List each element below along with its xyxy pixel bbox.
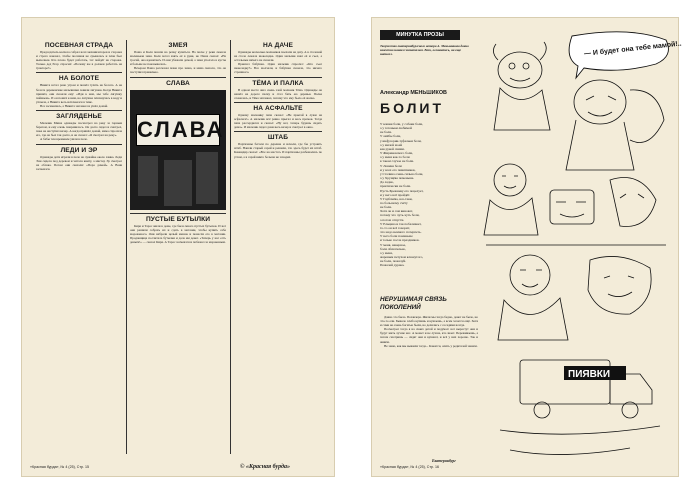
slava-illustration — [130, 90, 226, 210]
section-heading: ТЁМА И ПАЛКА — [252, 79, 304, 87]
slava-illustration-word: СЛАВА — [136, 114, 220, 146]
poem-line: а у Хрущёва поменьше. — [380, 176, 415, 181]
poem-line: а у милой моей — [380, 142, 403, 147]
section-text: Паша и Коля пошли на речку купаться. На песке у реки лежала маленькая змея. Коля хотел взять её в руки, но Паша сказал: «Не трогай, она ядовитая!» И они убежали домой, а змея уползла в кусты и больше не показывалась. — [130, 50, 226, 67]
section-heading: ШТАБ — [267, 134, 289, 142]
poem-line: У него боли поменьше — [380, 234, 413, 239]
column-rule — [230, 40, 231, 454]
section-divider — [36, 144, 122, 145]
section-heading: НА АСФАЛЬТЕ — [253, 104, 303, 112]
section-text: Приехал бабушка. Один мальчик спросил: «Кто съел шоколадку?» Все молчали, и бабушка сказала, что ничего страшного. — [234, 62, 322, 75]
section-text: Все засмеялись, а Никита заплакал и ушёл домой. — [40, 103, 108, 108]
poem-line: У амёбы боли, — [380, 134, 401, 139]
prose-paragraph: Посмотрел тогда я на своих детей и подумал: вот вырастут они и будут жить лучше нас. А может и не лучше, кто знает. Переживаешь, а потом смотришь — сидят они и кушают, и всё у них хорошо. Так и живём. — [380, 327, 478, 344]
poem-line: практически не боли. — [380, 184, 411, 189]
poem-line: то-то он всё говорит, — [380, 225, 410, 230]
poem-line: Пожалей дурака. — [380, 263, 405, 268]
poem-line: У Ельцина и так побаливает, — [380, 221, 422, 226]
section-heading: НА ДАЧЕ — [262, 42, 294, 49]
prose-body — [380, 315, 478, 348]
poem-line: а потом отпусти. — [380, 217, 405, 222]
rubric-label: МИНУТКА ПРОЗЫ — [380, 30, 460, 40]
poem-line: в таком случае не боли. — [380, 159, 414, 164]
section-text: В одном месте жил очень злой мальчик Тёма. Однажды он нашёл на дороге палку и стал бить ею деревья. Палка сломалась, и Тёма заплакал, потому что ему было её жалко. — [234, 87, 322, 100]
section-heading: СЛАВА — [166, 79, 190, 87]
poem-line: У Ленина боли — [380, 163, 402, 168]
left-column-1 — [36, 40, 122, 454]
section-text: Одному мальчику папа сказал: «Не прыгай в лужи на асфальте!» А мальчик всё равно прыгал и весь промок. Тогда папа рассердился и сказал: «Ну вот, теперь будешь сидеть дома». И мальчик сидел дома весь вечер и смотрел в окно. — [234, 112, 322, 130]
section-heading: ЛЕДИ И ЭР — [60, 146, 98, 154]
poem-line: У меня, наверное, — [380, 242, 406, 247]
poem-line: У кошки боли, у собаки боли, — [380, 122, 423, 126]
editor-note: Творчество екатеринбургского автора А. Меньшикова давно известно нашим читателям. Вот, оглянитесь, он еще написал. — [380, 44, 469, 57]
section-heading: ЗАГЛЯДЕНЬЕ — [56, 113, 102, 121]
cartoon-sign-text: ПИЯВКИ — [568, 369, 611, 380]
poem-line: Хотя он и сам виноват, — [380, 209, 413, 214]
section-divider — [36, 110, 122, 111]
section-heading: НА БОЛОТЕ — [58, 75, 100, 83]
column-rule — [126, 40, 127, 454]
signature: Екатеринбург — [432, 459, 456, 463]
poem-body — [380, 122, 476, 267]
cartoon-speech-text: — И будет она тебе мамой!.. — [583, 40, 682, 58]
poem-line: и у него всё пройдёт. — [380, 192, 411, 197]
brand-copyright: © «Красная бурда» — [240, 464, 291, 470]
section-text: Председатель колхоза собрал всех механизаторов и сторожа и строго наказал, чтобы посевная не срывалась и план был выполнен. Кто плохо будет работать, тот пойдёт на сторожа. Только дед Егор спросил: «Почему же я должен работать на тракторе?» — [36, 50, 122, 71]
illustration-figure — [164, 160, 192, 206]
section-text: Однажды несколько мальчиков поехали на дачу. А в столовой на столе лежала шоколадка. Один мальчик взял её и съел, а остальные ничего не сказали. — [234, 50, 322, 63]
section-divider — [234, 131, 322, 132]
poem-line: У Горбачёва, все-таки, — [380, 196, 413, 201]
poem-line: У Жириновского боли, — [380, 151, 413, 156]
left-page-footer: «Красная бурда», № 4 (25), Стр. 15 — [30, 465, 90, 469]
poem-line: Пусть Брежневу его поцелует, — [380, 188, 424, 193]
prose-title: НЕРУШИМАЯ СВЯЗЬ ПОКОЛЕНИЙ — [380, 296, 447, 311]
section-divider — [234, 77, 322, 78]
section-heading: ЗМЕЯ — [168, 42, 188, 49]
poem-title: БОЛИТ — [380, 100, 445, 116]
section-divider — [234, 102, 322, 103]
left-column-3 — [234, 40, 322, 454]
poem-line: не боли. — [380, 205, 392, 210]
prose-paragraph: Не знаю, как мы выжили тогда... Кажется, опять у родителей заняли. — [384, 343, 478, 348]
poem-line: Да ладно, — [380, 180, 394, 185]
poem-line: как рукой сними. — [380, 146, 405, 151]
section-text: Киря и Тарас жили в доме, где было много пустых бутылок. И вот они решили собрать их и сдать в магазин, чтобы купить себе мороженого. Они набрали целый мешок и понесли его в магазин. Продавщица посчитала бутылки и дала им денег. «Теперь у нас есть деньги!» — сказал Киря. А Тарас засмеялся и побежал за мороженым. — [130, 223, 226, 244]
poem-line: и только после праздников. — [380, 238, 420, 243]
cartoon-illustrations — [480, 30, 682, 470]
section-text: А бабы тем временем ушли в поле. — [40, 137, 88, 142]
poem-line: у Сталина очень сильно боли, — [380, 171, 424, 176]
illustration-figure — [138, 156, 158, 196]
poem-line: а у тетеньки любимой — [380, 126, 412, 131]
section-text: Партизаны бегали по деревне и искали, где бы устроить штаб. Нашли старый сарай и решили, что здесь будет их штаб. Командир сказал: «Все на места!» И партизаны разбежались по углам, а в сарай никто больше не заходил. — [234, 142, 322, 159]
section-divider — [130, 213, 226, 214]
poem-line: жареным петухом клюнутого, — [380, 255, 424, 259]
section-text: Мальчик Миша однажды посмотрел на реку за горным берегом, и ему очень понравилось. Он долго сидел и смотрел, пока не наступил вечер. А когда пришёл домой, мама спросила его, где он был так долго, и он сказал: «Я смотрел на реку». — [36, 121, 122, 138]
left-column-2 — [130, 40, 226, 454]
poem-line: по большому счёту — [380, 200, 408, 205]
poem-line: и у всех его памятников, — [380, 167, 416, 172]
section-divider — [130, 77, 226, 78]
poem-line: что надо немного потерпеть. — [380, 230, 422, 235]
section-text: Никита встал рано утром и пошёл гулять на болото. А на болоте деревенские мальчишки ловили лягушек. Когда Никита пришёл, они сказали ему: «Иди к нам, мы тебе лягушку поймаем». И он пошёл к ним, но лягушка плюхнулась в воду и уплыла, а Никита весь испачкался в тине. — [36, 83, 122, 104]
section-text: Вечером Паша рассказал маме про змею, и мама сказала, что он поступил правильно. — [130, 66, 226, 75]
poem-line: не боли. — [380, 130, 392, 135]
section-text: Однажды дети играли в поле на лужайке около замка. Леди Энн сидела под деревом и читала книгу, а мистер Эр смотрел на облака. Потом они сказали: «Пора домой». А Ваня засмеялся. — [36, 154, 122, 171]
poem-line: боли обязательно, — [380, 246, 406, 251]
left-page — [22, 18, 334, 476]
section-heading: ПУСТЫЕ БУТЫЛКИ — [145, 215, 211, 223]
poem-line: у инфузории-туфельки боли, — [380, 138, 422, 143]
poem-line: не боли, пожалуй. — [380, 259, 407, 264]
poem-line: а у меня, — [380, 250, 393, 255]
poem-line: а у меня как-то боли — [380, 155, 410, 160]
right-page-footer: «Красная бурда», № 4 (25), Стр. 16 — [380, 465, 440, 469]
prose-paragraph: Давно это было. Позавчера. Жили мы тогда бедно, денег не было, но что-то ели. Бывало хлеба купишь и кушаешь, а всем хочется ещё. Хотя и сами не очень богатые были, но делились с соседями всегда. — [380, 315, 478, 328]
section-heading: ПОСЕВНАЯ СТРАДА — [44, 42, 114, 49]
poem-line: потому что чуть-чуть боли, — [380, 213, 420, 218]
right-page — [372, 18, 682, 476]
author-name: Александр МЕНЬШИКОВ — [380, 90, 447, 96]
illustration-figure — [196, 152, 218, 204]
section-divider — [36, 72, 122, 73]
